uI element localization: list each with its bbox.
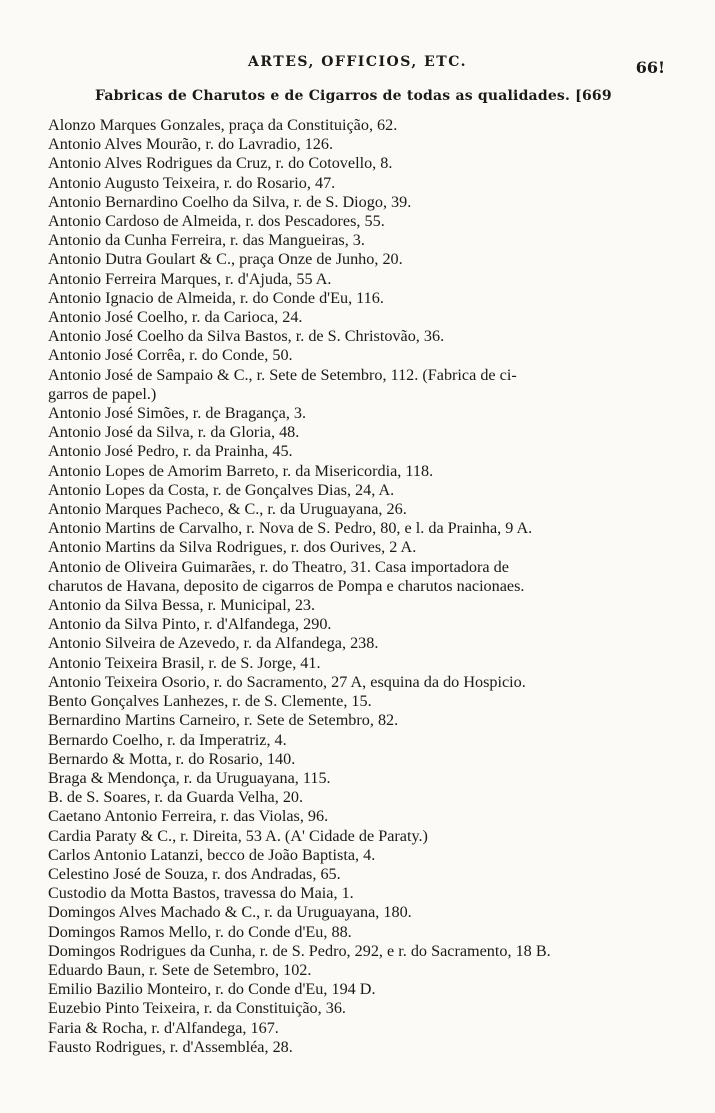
directory-entry: Domingos Alves Machado & C., r. da Uruguayana, 180. — [48, 903, 412, 922]
directory-entry: Eduardo Baun, r. Sete de Setembro, 102. — [48, 960, 312, 979]
running-head: ARTES, OFFICIOS, ETC. — [248, 54, 467, 70]
directory-entry: Alonzo Marques Gonzales, praça da Constituição, 62. — [48, 116, 398, 134]
directory-entry: Antonio Teixeira Brasil, r. de S. Jorge, 41. — [48, 653, 321, 672]
directory-entry: Antonio da Silva Pinto, r. d'Alfandega, 290. — [48, 615, 332, 634]
directory-entry: Antonio José Pedro, r. da Prainha, 45. — [48, 442, 293, 461]
directory-entry: Antonio Silveira de Azevedo, r. da Alfandega, 238. — [48, 634, 379, 653]
entry-continuation-line: charutos de Havana, deposito de cigarros de Pompa e charutos nacionaes. — [48, 576, 525, 595]
directory-entry — [48, 558, 688, 596]
directory-entry: Antonio Bernardino Coelho da Silva, r. de S. Diogo, 39. — [48, 192, 412, 211]
directory-entry: Fausto Rodrigues, r. d'Assembléa, 28. — [48, 1037, 293, 1056]
directory-entry: Antonio José Coelho, r. da Carioca, 24. — [48, 308, 303, 327]
directory-entry: Antonio Lopes da Costa, r. de Gonçalves Dias, 24, A. — [48, 480, 395, 499]
directory-entry: Antonio Cardoso de Almeida, r. dos Pescadores, 55. — [48, 212, 385, 231]
directory-entry: Antonio Martins da Silva Rodrigues, r. dos Ourives, 2 A. — [48, 538, 417, 557]
directory-entry: Antonio da Cunha Ferreira, r. das Mangueiras, 3. — [48, 231, 365, 250]
directory-entry: Antonio José Simões, r. de Bragança, 3. — [48, 404, 307, 423]
directory-entry: Antonio Alves Mourão, r. do Lavradio, 126. — [48, 135, 334, 154]
directory-entry: Antonio Dutra Goulart & C., praça Onze de Junho, 20. — [48, 250, 403, 269]
directory-entry: Domingos Ramos Mello, r. do Conde d'Eu, 88. — [48, 922, 352, 941]
directory-entry — [48, 366, 688, 404]
entry-line: Antonio José de Sampaio & C., r. Sete de Setembro, 112. (Fabrica de ci- — [48, 365, 517, 384]
directory-entry: Custodio da Motta Bastos, travessa do Maia, 1. — [48, 884, 354, 903]
directory-entry: Cardia Paraty & C., r. Direita, 53 A. (A' Cidade de Paraty.) — [48, 826, 428, 845]
directory-entry: Antonio José Corrêa, r. do Conde, 50. — [48, 346, 293, 365]
directory-entry: Antonio Teixeira Osorio, r. do Sacramento, 27 A, esquina da do Hospicio. — [48, 672, 526, 691]
directory-entry: Braga & Mendonça, r. da Uruguayana, 115. — [48, 768, 331, 787]
directory-entry: Carlos Antonio Latanzi, becco de João Baptista, 4. — [48, 845, 376, 864]
directory-entry: Euzebio Pinto Teixeira, r. da Constituição, 36. — [48, 999, 346, 1018]
directory-entry: Emilio Bazilio Monteiro, r. do Conde d'Eu, 194 D. — [48, 980, 376, 999]
entry-list — [48, 116, 688, 1057]
directory-entry: Bernardino Martins Carneiro, r. Sete de Setembro, 82. — [48, 711, 399, 730]
directory-entry: Bernardo Coelho, r. da Imperatriz, 4. — [48, 730, 287, 749]
directory-entry: Antonio José Coelho da Silva Bastos, r. de S. Christovão, 36. — [48, 327, 445, 346]
directory-entry: Antonio Alves Rodrigues da Cruz, r. do Cotovello, 8. — [48, 154, 393, 173]
directory-entry: Antonio Martins de Carvalho, r. Nova de S. Pedro, 80, e l. da Prainha, 9 A. — [48, 519, 533, 538]
directory-entry: Antonio Augusto Teixeira, r. do Rosario, 47. — [48, 173, 336, 192]
directory-entry: Bento Gonçalves Lanhezes, r. de S. Clemente, 15. — [48, 692, 372, 711]
directory-entry: Bernardo & Motta, r. do Rosario, 140. — [48, 749, 296, 768]
directory-entry: Faria & Rocha, r. d'Alfandega, 167. — [48, 1018, 279, 1037]
directory-entry: Antonio Lopes de Amorim Barreto, r. da Misericordia, 118. — [48, 461, 434, 480]
directory-entry: Antonio Ferreira Marques, r. d'Ajuda, 55 A. — [48, 269, 332, 288]
section-heading: Fabricas de Charutos e de Cigarros de todas as qualidades. [669 — [95, 88, 612, 104]
directory-entry: Antonio José da Silva, r. da Gloria, 48. — [48, 423, 300, 442]
directory-entry: Antonio Marques Pacheco, & C., r. da Uruguayana, 26. — [48, 500, 407, 519]
directory-entry: Domingos Rodrigues da Cunha, r. de S. Pedro, 292, e r. do Sacramento, 18 B. — [48, 941, 551, 960]
directory-entry: B. de S. Soares, r. da Guarda Velha, 20. — [48, 788, 304, 807]
directory-entry: Caetano Antonio Ferreira, r. das Violas, 96. — [48, 807, 329, 826]
directory-entry: Celestino José de Souza, r. dos Andradas, 65. — [48, 864, 341, 883]
entry-line: Antonio de Oliveira Guimarães, r. do Theatro, 31. Casa importadora de — [48, 557, 509, 576]
page-number: 66! — [635, 58, 665, 77]
directory-entry: Antonio Ignacio de Almeida, r. do Conde d'Eu, 116. — [48, 288, 384, 307]
entry-continuation-line: garros de papel.) — [48, 384, 157, 403]
directory-entry: Antonio da Silva Bessa, r. Municipal, 23. — [48, 596, 316, 615]
